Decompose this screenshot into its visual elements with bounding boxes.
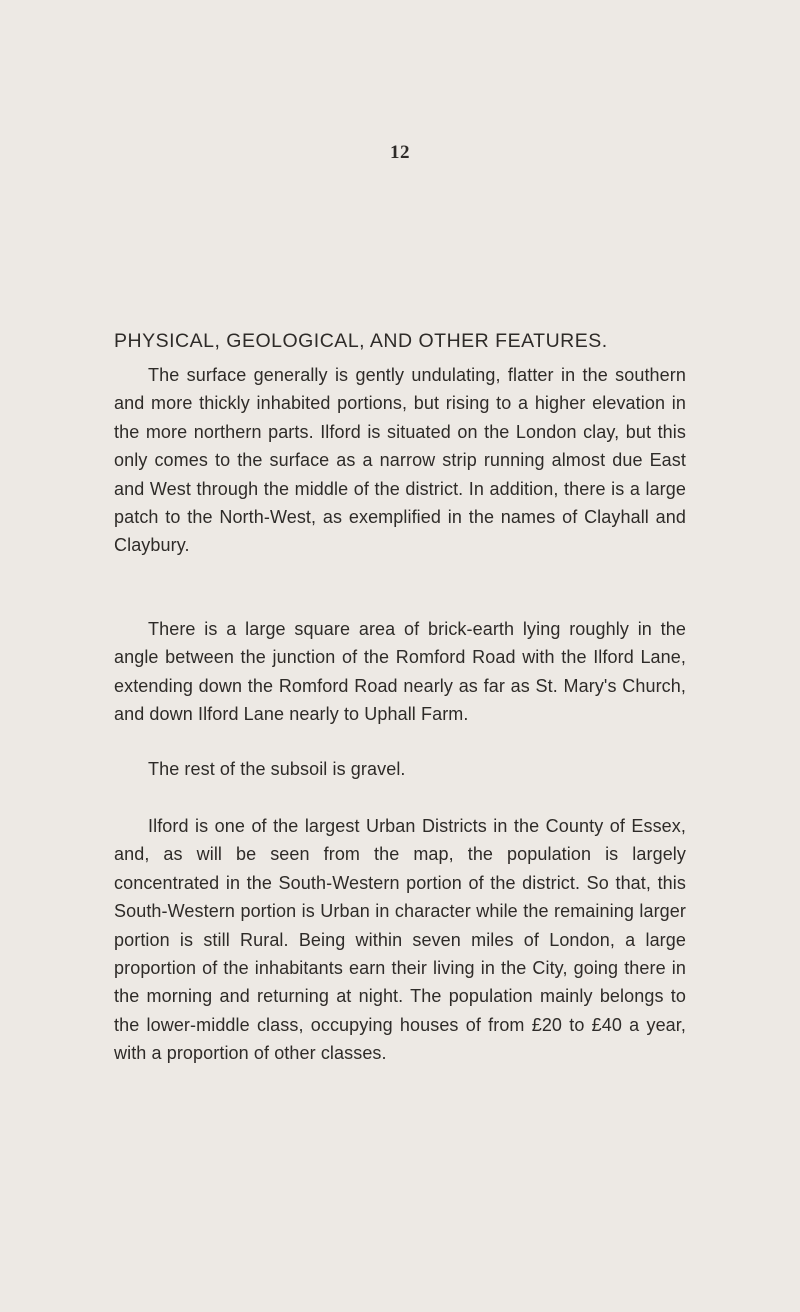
paragraph-surface: The surface generally is gently undulating, flatter in the southern and more thickly inhabited portions, but rising to a higher elevation in the more northern parts. Ilford is situated on the London clay, but this only comes to the surface as a narrow strip running almost due East and West through the middle of the district. In addition, there is a large patch to the North-West, as exemplified in the names of Clayhall and Claybury. (114, 365, 686, 556)
paragraph-population: Ilford is one of the largest Urban Districts in the County of Essex, and, as will be seen from the map, the population is largely concentrated in the South-Western portion of the district. So that, this South-Western portion is Urban in character while the remaining larger portion is still Rural. Being within seven miles of London, a large proportion of the inhabitants earn their living in the City, going there in the morning and returning at night. The population mainly belongs to the lower-middle class, occupying houses of from £20 to £40 a year, with a proportion of other classes. (114, 816, 686, 1064)
paragraph-subsoil: The rest of the subsoil is gravel. (148, 759, 406, 779)
page-number: 12 (390, 142, 410, 163)
section-heading: PHYSICAL, GEOLOGICAL, AND OTHER FEATURES. (114, 330, 608, 352)
paragraph-brick-earth: There is a large square area of brick-earth lying roughly in the angle between the junction of the Romford Road with the Ilford Lane, extending down the Romford Road nearly as far as St. Mary's Church, and down Ilford Lane nearly to Uphall Farm. (114, 619, 686, 725)
